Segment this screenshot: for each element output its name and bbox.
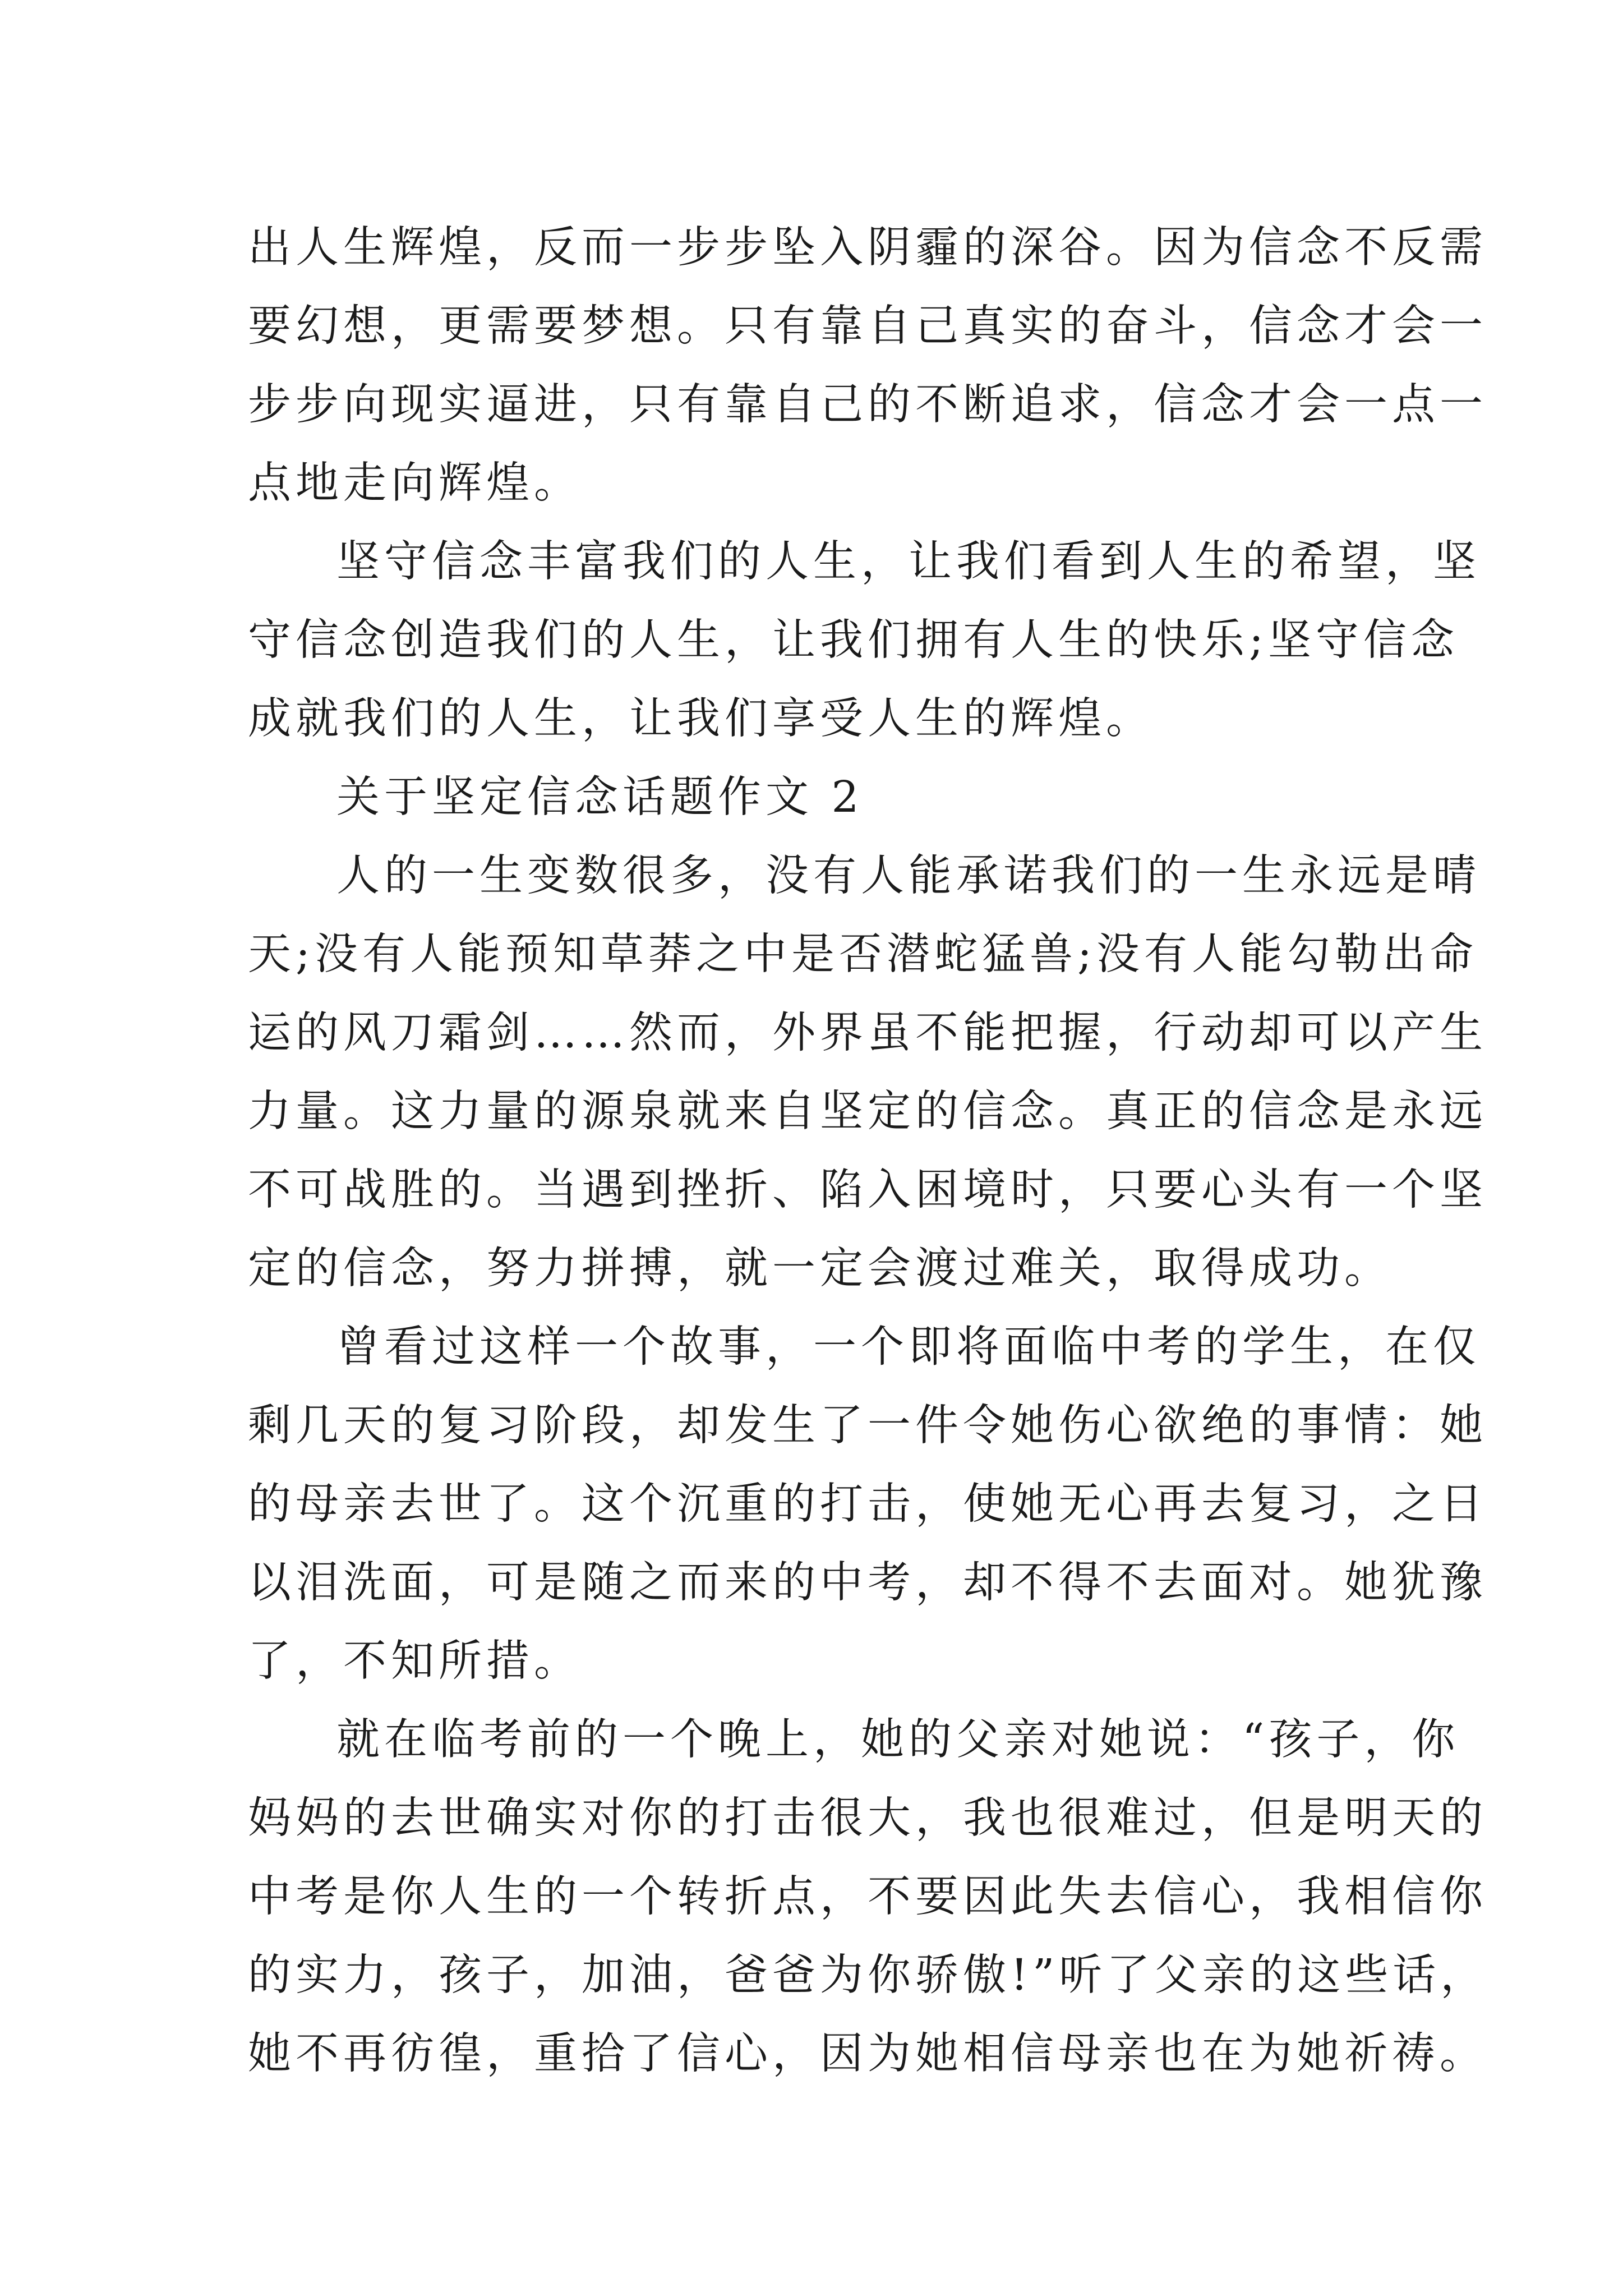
text-line: 天;没有人能预知草莽之中是否潜蛇猛兽;没有人能勾勒出命 <box>248 930 1478 979</box>
text-line: 的母亲去世了。这个沉重的打击，使她无心再去复习，之日 <box>248 1479 1487 1529</box>
text-line: 守信念创造我们的人生，让我们拥有人生的快乐;坚守信念 <box>248 615 1459 665</box>
text-line: 成就我们的人生，让我们享受人生的辉煌。 <box>248 694 1154 744</box>
text-line: 不可战胜的。当遇到挫折、陷入困境时，只要心头有一个坚 <box>248 1165 1487 1215</box>
text-line: 出人生辉煌，反而一步步坠入阴霾的深谷。因为信念不反需 <box>248 223 1487 273</box>
text-line: 剩几天的复习阶段，却发生了一件令她伤心欲绝的事情：她 <box>248 1401 1487 1451</box>
section-heading: 关于坚定信念话题作文 2 <box>336 772 864 822</box>
text-line: 运的风刀霜剑……然而，外界虽不能把握，行动却可以产生 <box>248 1008 1487 1058</box>
paragraph-start-line: 就在临考前的一个晚上，她的父亲对她说：“孩子，你 <box>336 1715 1460 1765</box>
paragraph-start-line: 曾看过这样一个故事，一个即将面临中考的学生，在仅 <box>336 1322 1481 1372</box>
paragraph-start-line: 坚守信念丰富我们的人生，让我们看到人生的希望，坚 <box>336 537 1481 587</box>
text-line: 点地走向辉煌。 <box>248 458 582 508</box>
text-line: 以泪洗面，可是随之而来的中考，却不得不去面对。她犹豫 <box>248 1558 1487 1608</box>
text-line: 步步向现实逼进，只有靠自己的不断追求，信念才会一点一 <box>248 380 1487 430</box>
text-line: 她不再彷徨，重拾了信心，因为她相信母亲也在为她祈祷。 <box>248 2029 1487 2079</box>
document-body <box>248 209 1488 2093</box>
paragraph-start-line: 人的一生变数很多，没有人能承诺我们的一生永远是晴 <box>336 851 1481 901</box>
text-line: 力量。这力量的源泉就来自坚定的信念。真正的信念是永远 <box>248 1087 1487 1137</box>
text-line: 中考是你人生的一个转折点，不要因此失去信心，我相信你 <box>248 1872 1487 1922</box>
text-line: 的实力，孩子，加油，爸爸为你骄傲!”听了父亲的这些话， <box>248 1950 1488 2000</box>
text-line: 定的信念，努力拼搏，就一定会渡过难关，取得成功。 <box>248 1244 1392 1294</box>
text-line: 要幻想，更需要梦想。只有靠自己真实的奋斗，信念才会一 <box>248 301 1487 351</box>
text-line: 了，不知所措。 <box>248 1636 582 1686</box>
text-line: 妈妈的去世确实对你的打击很大，我也很难过，但是明天的 <box>248 1793 1487 1843</box>
